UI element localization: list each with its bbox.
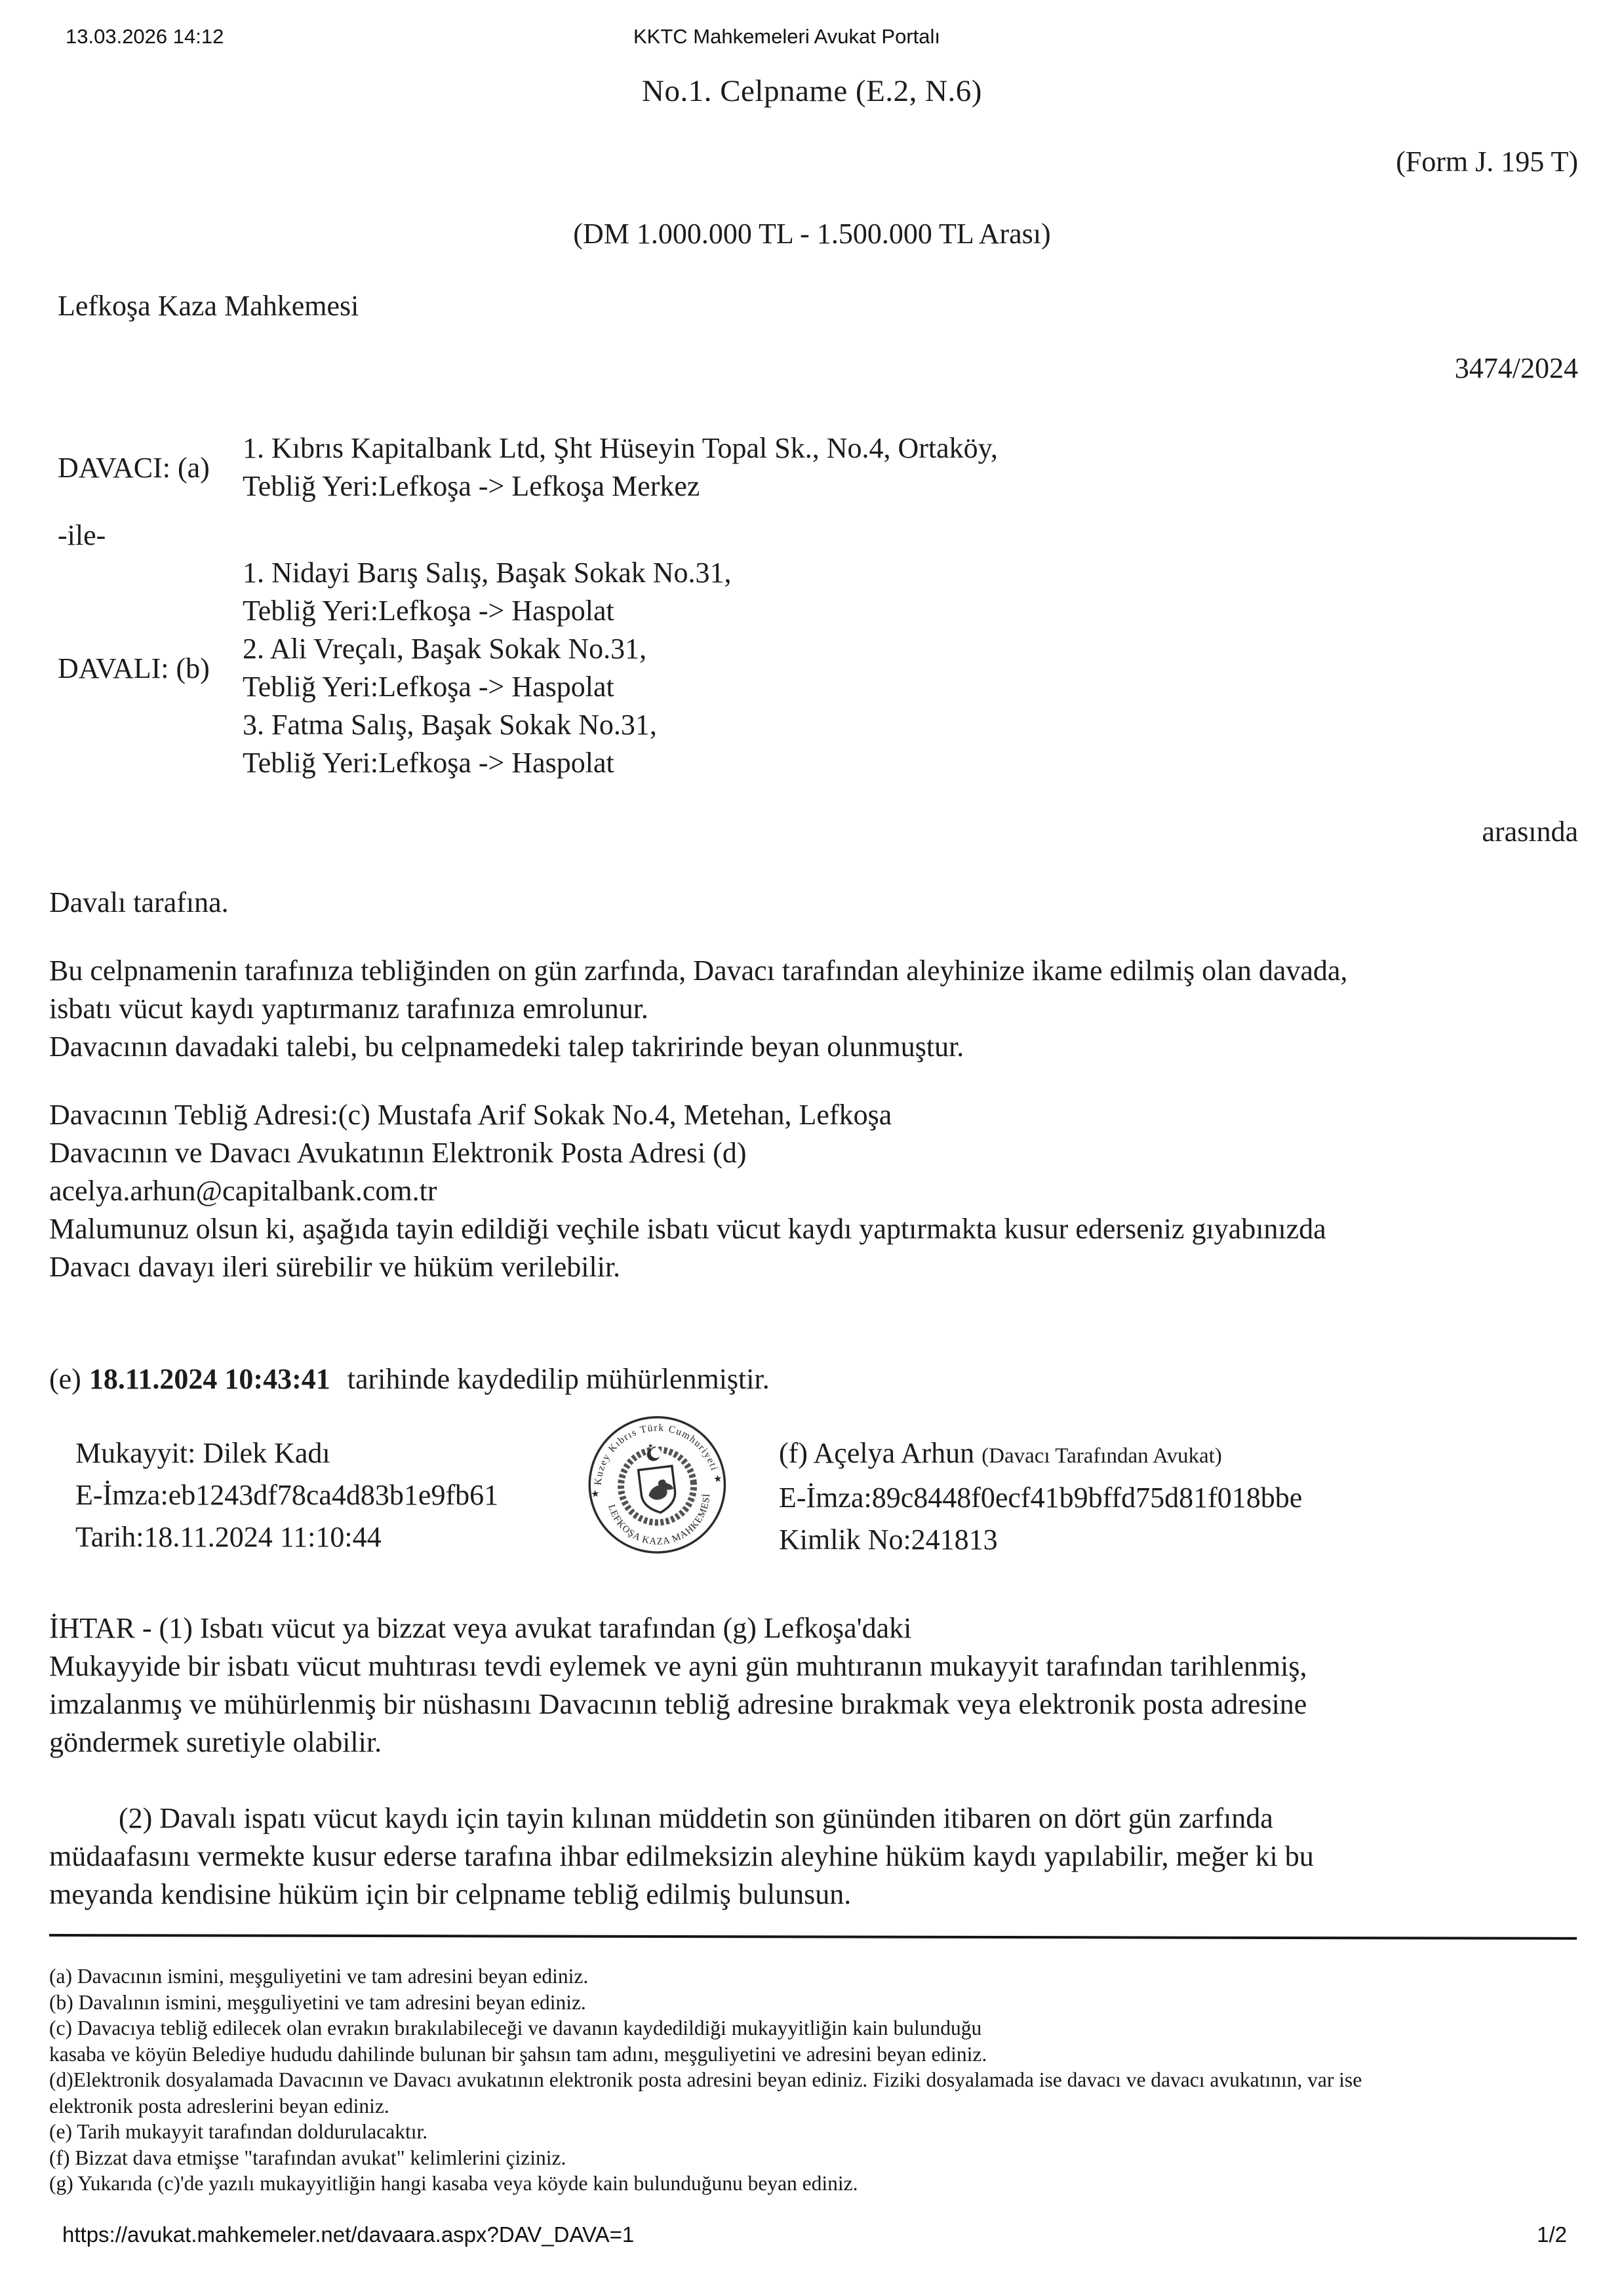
registration-line	[49, 1360, 770, 1398]
print-header-datetime: 13.03.2026 14:12	[66, 25, 224, 48]
document-title: No.1. Celpname (E.2, N.6)	[642, 74, 982, 108]
seal-top-text: Kuzey Kıbrıs Türk Cumhuriyeti	[592, 1422, 721, 1486]
defendant-label: DAVALI: (b)	[58, 652, 210, 684]
footnote-line: elektronik posta adreslerini beyan ediniz.	[49, 2094, 389, 2117]
ile-separator: -ile-	[58, 519, 106, 551]
footnote-line: (e) Tarih mukayyit tarafından doldurulacaktır.	[49, 2120, 428, 2143]
print-header-title: KKTC Mahkemeleri Avukat Portalı	[633, 25, 941, 48]
text-line: Davacının Tebliğ Adresi:(c) Mustafa Arif Sokak No.4, Metehan, Lefkoşa	[49, 1099, 892, 1131]
footnote-line: (f) Bizzat dava etmişse "tarafından avukat" kelimlerini çiziniz.	[49, 2146, 566, 2169]
plaintiff-lines	[243, 429, 998, 505]
text-line: Mukayyide bir isbatı vücut muhtırası tevdi eylemek ve ayni gün muhtıranın mukayyit tarafından tarihlenmiş,	[49, 1650, 1307, 1682]
registrar-block	[75, 1432, 498, 1558]
form-reference: (Form J. 195 T)	[1396, 146, 1578, 178]
defendant-line: 2. Ali Vreçalı, Başak Sokak No.31,	[243, 633, 647, 665]
text-line: isbatı vücut kaydı yaptırmanız tarafınıza emrolunur.	[49, 993, 648, 1025]
text-line: Malumunuz olsun ki, aşağıda tayin edildiği veçhile isbatı vücut kaydı yaptırmakta kusur ederseniz gıyabınızda	[49, 1213, 1326, 1245]
footnote-line: (a) Davacının ismini, meşguliyetini ve tam adresini beyan ediniz.	[49, 1965, 589, 1988]
amount-range: (DM 1.000.000 TL - 1.500.000 TL Arası)	[573, 218, 1051, 250]
defendant-line: 1. Nidayi Barış Salış, Başak Sokak No.31,	[243, 557, 732, 589]
case-number: 3474/2024	[1454, 352, 1578, 384]
defendant-block	[58, 554, 732, 782]
defendant-line: Tebliğ Yeri:Lefkoşa -> Haspolat	[243, 595, 614, 627]
seal-right-star-icon: ★	[713, 1473, 723, 1485]
warning-paragraph-1	[49, 1609, 1307, 1761]
footnote-line: kasaba ve köyün Belediye hududu dahilinde bulunan bir şahsın tam adını, meşguliyetini ve adresini beyan ediniz.	[49, 2042, 987, 2066]
court-seal-graphic	[574, 1400, 740, 1566]
footnotes-block	[49, 1963, 1362, 2197]
paragraph-1	[49, 952, 1347, 1066]
seal-crest-star-icon: ★	[647, 1442, 654, 1449]
court-name: Lefkoşa Kaza Mahkemesi	[58, 290, 359, 322]
addressee-line: Davalı tarafına.	[49, 886, 229, 918]
email-text: acelya.arhun@capitalbank.com.tr	[49, 1175, 437, 1207]
seal-bottom-text: LEFKOŞA KAZA MAHKEMESİ	[606, 1493, 713, 1548]
text-line: İHTAR - (1) Isbatı vücut ya bizzat veya avukat tarafından (g) Lefkoşa'daki	[49, 1612, 912, 1644]
registrar-esignature: E-İmza:eb1243df78ca4d83b1e9fb61	[75, 1479, 499, 1511]
footnote-line: (g) Yukarıda (c)'de yazılı mukayyitliğin hangi kasaba veya köyde kain bulunduğunu beyan ediniz.	[49, 2172, 858, 2195]
text-line: Bu celpnamenin tarafınıza tebliğinden on gün zarfında, Davacı tarafından aleyhinize ikame edilmiş olan davada,	[49, 954, 1348, 987]
text-line: Davacının davadaki talebi, bu celpnamedeki talep takririnde beyan olunmuştur.	[49, 1031, 964, 1063]
print-footer-page-number: 1/2	[1537, 2222, 1567, 2247]
paragraph-2	[49, 1096, 1326, 1286]
attorney-esignature: E-İmza:89c8448f0ecf41b9bffd75d81f018bbe	[779, 1482, 1303, 1514]
defendant-line: Tebliğ Yeri:Lefkoşa -> Haspolat	[243, 671, 614, 703]
footnote-line: (b) Davalının ismini, meşguliyetini ve tam adresini beyan ediniz.	[49, 1990, 586, 2014]
registration-suffix: tarihinde kaydedilip mühürlenmiştir.	[347, 1363, 770, 1395]
attorney-note: (Davacı Tarafından Avukat)	[981, 1444, 1222, 1468]
warning-paragraph-2	[49, 1800, 1314, 1914]
separator-line	[49, 1934, 1577, 1940]
between-label: arasında	[1482, 816, 1578, 848]
attorney-name: (f) Açelya Arhun	[779, 1437, 975, 1469]
defendant-line: Tebliğ Yeri:Lefkoşa -> Haspolat	[243, 747, 614, 779]
text-line: Davacı davayı ileri sürebilir ve hüküm verilebilir.	[49, 1251, 621, 1283]
defendant-lines	[243, 554, 732, 782]
attorney-id-number: Kimlik No:241813	[779, 1524, 998, 1556]
seal-left-star-icon: ★	[590, 1488, 601, 1501]
plaintiff-label: DAVACI: (a)	[58, 451, 210, 484]
plaintiff-line: 1. Kıbrıs Kapitalbank Ltd, Şht Hüseyin Topal Sk., No.4, Ortaköy,	[243, 432, 998, 464]
attorney-name-line	[779, 1432, 1302, 1477]
text-line: müdaafasını vermekte kusur ederse tarafına ihbar edilmeksizin aleyhine hüküm kaydı yapılabilir, meğer ki bu	[49, 1840, 1314, 1872]
print-footer-url: https://avukat.mahkemeler.net/davaara.aspx?DAV_DAVA=1	[62, 2222, 635, 2247]
plaintiff-block	[58, 429, 998, 505]
registration-prefix: (e)	[49, 1363, 81, 1395]
registration-datetime: 18.11.2024 10:43:41	[89, 1363, 330, 1395]
footnote-line: (d)Elektronik dosyalamada Davacının ve Davacı avukatının elektronik posta adresini beyan ediniz. Fiziki dosyalamada ise davacı ve davacı avukatının, var ise	[49, 2068, 1362, 2091]
plaintiff-line: Tebliğ Yeri:Lefkoşa -> Lefkoşa Merkez	[243, 470, 700, 502]
registrar-date: Tarih:18.11.2024 11:10:44	[75, 1521, 382, 1553]
text-line: meyanda kendisine hüküm için bir celpname tebliğ edilmiş bulunsun.	[49, 1878, 852, 1910]
registrar-name: Mukayyit: Dilek Kadı	[75, 1437, 330, 1469]
court-seal	[574, 1400, 740, 1566]
text-line: imzalanmış ve mühürlenmiş bir nüshasını Davacının tebliğ adresine bırakmak veya elektronik posta adresine	[49, 1688, 1307, 1720]
attorney-block	[779, 1432, 1302, 1561]
text-line: Davacının ve Davacı Avukatının Elektronik Posta Adresi (d)	[49, 1137, 747, 1169]
text-line: (2) Davalı ispatı vücut kaydı için tayin kılınan müddetin son gününden itibaren on dört gün zarfında	[119, 1802, 1273, 1834]
text-line: göndermek suretiyle olabilir.	[49, 1726, 382, 1758]
defendant-line: 3. Fatma Salış, Başak Sokak No.31,	[243, 709, 657, 741]
footnote-line: (c) Davacıya tebliğ edilecek olan evrakın bırakılabileceği ve davanın kaydedildiği mukayyitliğin kain bulunduğu	[49, 2016, 982, 2039]
